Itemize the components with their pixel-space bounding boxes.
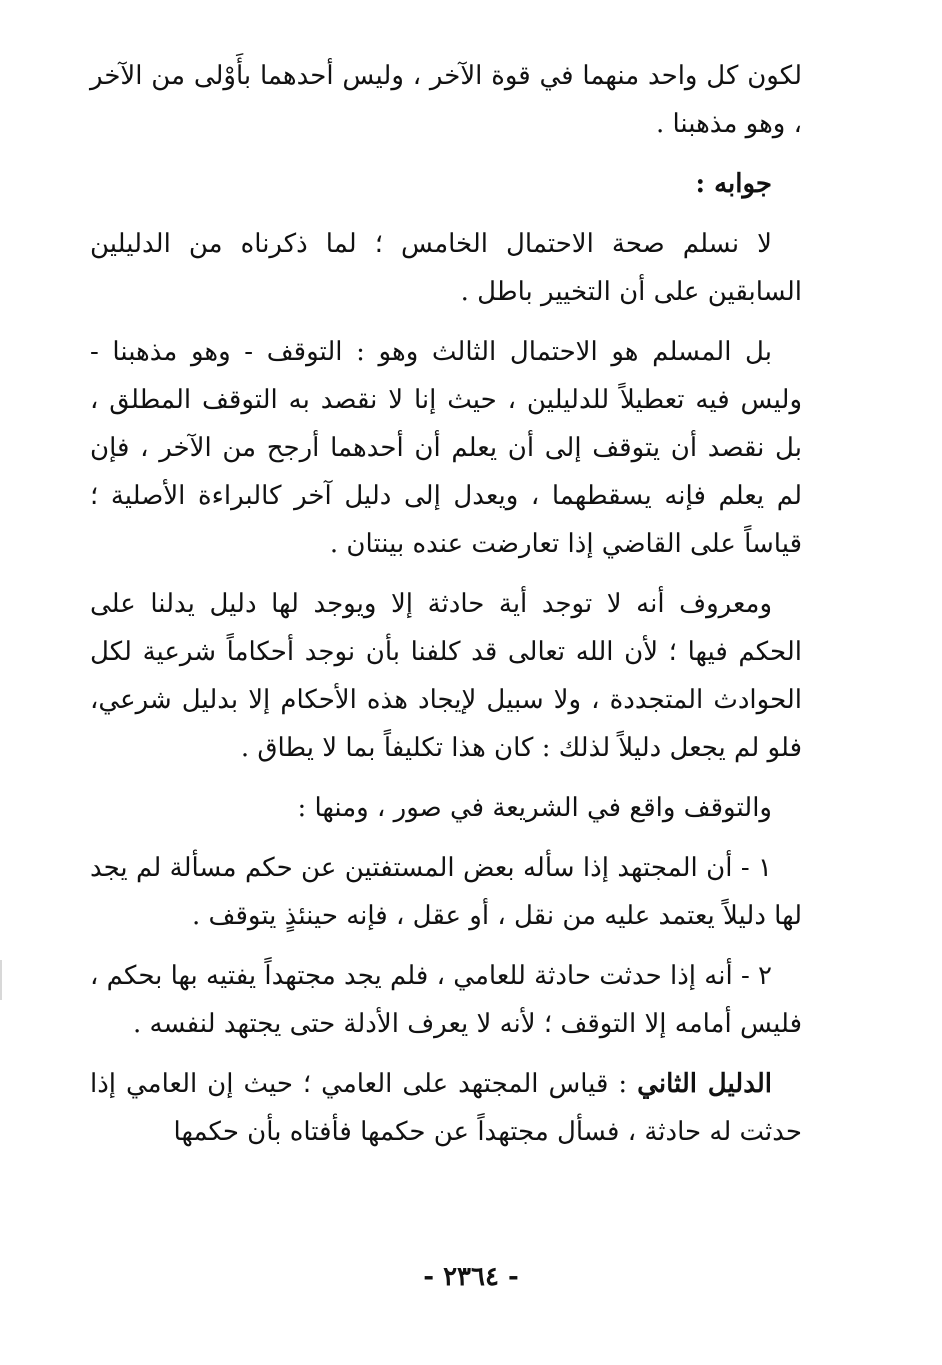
list-item-2: ٢ - أنه إذا حدثت حادثة للعامي ، فلم يجد مجتهداً يفتيه بها بحكم ، فليس أمامه إلا التوقف ؛ لأنه لا يعرف الأدلة حتى يجتهد لنفسه . (90, 961, 802, 1039)
answer-heading: جوابه : (695, 169, 772, 199)
page-number: - ٢٣٦٤ - (423, 1262, 519, 1292)
paragraph-second-proof (90, 1060, 802, 1156)
paragraph-known: ومعروف أنه لا توجد أية حادثة إلا ويوجد لها دليل يدلنا على الحكم فيها ؛ لأن الله تعالى قد كلفنا بأن نوجد أحكاماً شرعية لكل الحوادث المتجددة ، ولا سبيل لإيجاد هذه الأحكام إلا بدليل شرعي، فلو لم يجعل دليلاً لذلك : كان هذا تكليفاً بما لا يطاق . (90, 589, 802, 763)
second-proof-label: الدليل الثاني (637, 1069, 773, 1099)
paragraph-tawaqquf: بل المسلم هو الاحتمال الثالث وهو : التوقف - وهو مذهبنا - وليس فيه تعطيلاً للدليلين ، حيث إنا لا نقصد به التوقف المطلق ، بل نقصد أن يتوقف إلى أن يعلم أن أحدهما أرجح من الآخر ، فإن لم يعلم فإنه يسقطهما ، ويعدل إلى دليل آخر كالبراءة الأصلية ؛ قياساً على القاضي إذا تعارضت عنده بينتان . (90, 337, 802, 559)
scan-edge-mark (0, 960, 2, 1000)
paragraph-cases-intro: والتوقف واقع في الشريعة في صور ، ومنها : (297, 793, 772, 823)
document-body (90, 52, 802, 1168)
paragraph-rebuttal: لا نسلم صحة الاحتمال الخامس ؛ لما ذكرناه من الدليلين السابقين على أن التخيير باطل . (90, 229, 802, 307)
second-proof-text: : قياس المجتهد على العامي ؛ حيث إن العامي إذا حدثت له حادثة ، فسأل مجتهداً عن حكمها فأفتاه بأن حكمها (90, 1069, 802, 1147)
list-item-1: ١ - أن المجتهد إذا سأله بعض المستفتين عن حكم مسألة لم يجد لها دليلاً يعتمد عليه من نقل ، أو عقل ، فإنه حينئذٍ يتوقف . (90, 853, 802, 931)
paragraph-continuation: لكون كل واحد منهما في قوة الآخر ، وليس أحدهما بأَوْلى من الآخر ، وهو مذهبنا . (90, 61, 802, 139)
